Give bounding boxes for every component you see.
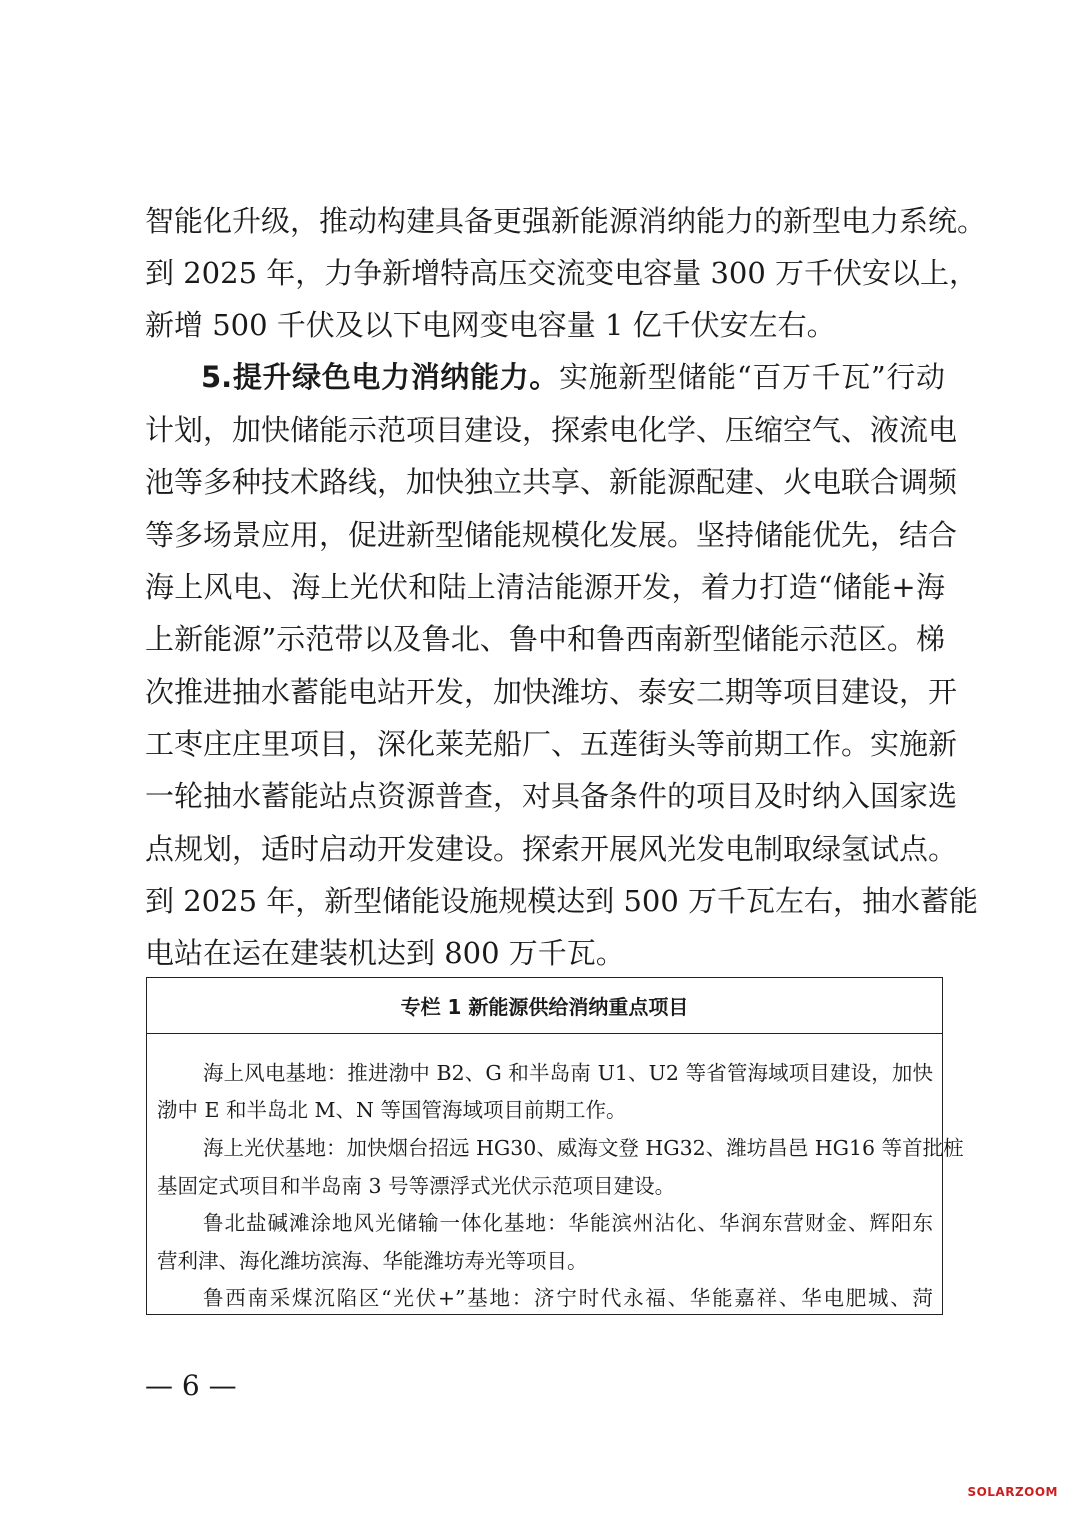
section5-line: 上新能源”示范带以及鲁北、鲁中和鲁西南新型储能示范区。梯 bbox=[145, 622, 945, 656]
section5-first-line bbox=[201, 357, 945, 397]
section5-line: 工枣庄庄里项目，深化莱芜船厂、五莲街头等前期工作。实施新 bbox=[145, 727, 958, 761]
body-line: 智能化升级，推动构建具备更强新能源消纳能力的新型电力系统。 bbox=[145, 204, 987, 238]
box-line: 鲁北盐碱滩涂地风光储输一体化基地：华能滨州沾化、华润东营财金、辉阳东 bbox=[203, 1211, 933, 1235]
column-box-title: 专栏 1 新能源供给消纳重点项目 bbox=[147, 978, 942, 1034]
box-line: 海上风电基地：推进渤中 B2、G 和半岛南 U1、U2 等省管海域项目建设，加快 bbox=[203, 1061, 933, 1085]
box-line: 基固定式项目和半岛南 3 号等漂浮式光伏示范项目建设。 bbox=[157, 1174, 676, 1198]
section5-line: 次推进抽水蓄能电站开发，加快潍坊、泰安二期等项目建设，开 bbox=[145, 675, 958, 709]
column-box bbox=[146, 977, 964, 1315]
box-line: 海上光伏基地：加快烟台招远 HG30、威海文登 HG32、潍坊昌邑 HG16 等首批桩 bbox=[203, 1136, 964, 1160]
section5-line: 电站在运在建装机达到 800 万千瓦。 bbox=[145, 936, 625, 970]
page-number: — 6 — bbox=[145, 1369, 237, 1402]
box-line: 鲁西南采煤沉陷区“光伏+”基地：济宁时代永福、华能嘉祥、华电肥城、菏 bbox=[203, 1286, 933, 1310]
section5-line: 海上风电、海上光伏和陆上清洁能源开发，着力打造“储能+海 bbox=[145, 570, 945, 604]
box-line: 渤中 E 和半岛北 M、N 等国管海域项目前期工作。 bbox=[157, 1098, 627, 1122]
section5-line: 点规划，适时启动开发建设。探索开展风光发电制取绿氢试点。 bbox=[145, 832, 958, 866]
section5-line: 池等多种技术路线，加快独立共享、新能源配建、火电联合调频 bbox=[145, 465, 958, 499]
section5-line: 计划，加快储能示范项目建设，探索电化学、压缩空气、液流电 bbox=[145, 413, 958, 447]
section5-line: 一轮抽水蓄能站点资源普查，对具备条件的项目及时纳入国家选 bbox=[145, 779, 958, 813]
section5-line: 到 2025 年，新型储能设施规模达到 500 万千瓦左右，抽水蓄能 bbox=[145, 884, 979, 918]
body-line: 到 2025 年，力争新增特高压交流变电容量 300 万千伏安以上， bbox=[145, 256, 979, 290]
watermark: SOLARZOOM bbox=[967, 1485, 1058, 1499]
section5-line: 等多场景应用，促进新型储能规模化发展。坚持储能优先，结合 bbox=[145, 518, 958, 552]
box-line: 营利津、海化潍坊滨海、华能潍坊寿光等项目。 bbox=[157, 1249, 588, 1273]
section5-first-line-text: 实施新型储能“百万千瓦”行动 bbox=[558, 360, 945, 394]
body-line: 新增 500 千伏及以下电网变电容量 1 亿千伏安左右。 bbox=[145, 308, 836, 342]
section5-heading: 5.提升绿色电力消纳能力。 bbox=[201, 360, 559, 394]
